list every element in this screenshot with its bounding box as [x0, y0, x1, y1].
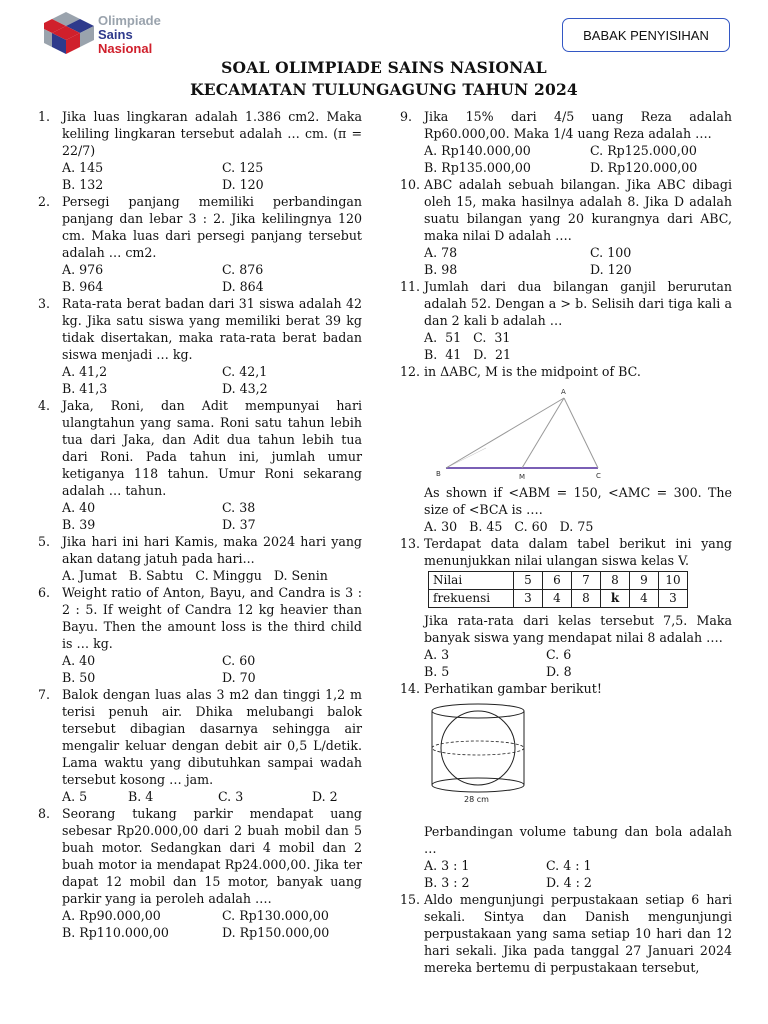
options: A. 30 B. 45 C. 60 D. 75: [424, 519, 594, 534]
options: [62, 159, 362, 193]
question-4: [38, 397, 362, 533]
question-15: [400, 891, 732, 976]
option-c: C. 876: [222, 262, 264, 277]
vertex-label-m: M: [519, 473, 526, 481]
option-a: A. 145: [62, 160, 104, 175]
question-text-2: Jika rata-rata dari kelas tersebut 7,5. Maka banyak siswa yang mendapat nilai 8 adalah ….: [424, 613, 732, 645]
question-text-2: Perbandingan volume tabung dan bola adalah …: [424, 824, 732, 856]
option-b: B. 50: [62, 670, 96, 685]
table-cell: 8: [572, 590, 601, 608]
question-12: [400, 363, 732, 535]
question-text: Jumlah dari dua bilangan ganjil berurutan adalah 52. Dengan a > b. Selisih dari tiga kali a dan 2 kali b adalah …: [424, 279, 732, 328]
babak-badge: BABAK PENYISIHAN: [562, 18, 730, 52]
option-a: A. 3 : 1: [424, 858, 470, 873]
options-line: B. 41 D. 21: [424, 347, 511, 362]
page-subtitle: KECAMATAN TULUNGAGUNG TAHUN 2024: [190, 80, 578, 99]
table-cell: 7: [572, 572, 601, 590]
option-d: D. 120: [222, 177, 264, 192]
question-text: Jika luas lingkaran adalah 1.386 cm2. Maka keliling lingkaran tersebut adalah … cm. (π = 22/7): [62, 109, 362, 158]
question-text: Seorang tukang parkir mendapat uang sebesar Rp20.000,00 dari 2 buah mobil dan 5 buah motor. Sedangkan dari 4 mobil dan 2 buah motor ia mendapat Rp24.000,00. Jika ter dapat 12 mobil dan 15 motor, banyak uang parkir yang ia peroleh adalah ….: [62, 806, 362, 906]
question-3: [38, 295, 362, 397]
left-column: [38, 108, 362, 941]
option-a: A. Rp90.000,00: [62, 908, 161, 923]
question-text: ABC adalah sebuah bilangan. Jika ABC dibagi oleh 15, maka hasilnya adalah 8. Jika D adalah suatu bilangan yang 20 kurangnya dari ABC, maka nilai D adalah ….: [424, 177, 732, 243]
option-c: C. 60: [222, 653, 256, 668]
options: [62, 261, 362, 295]
table-cell: 3: [514, 590, 543, 608]
question-number: 13.: [400, 536, 421, 551]
table-cell: 9: [630, 572, 659, 590]
question-10: [400, 176, 732, 278]
question-7: [38, 686, 362, 805]
cylinder-sphere-figure: [426, 701, 536, 805]
table-cell: 10: [659, 572, 688, 590]
question-text: Jika hari ini hari Kamis, maka 2024 hari yang akan datang jatuh pada hari...: [62, 534, 362, 566]
question-text: Balok dengan luas alas 3 m2 dan tinggi 1,2 m terisi penuh air. Dhika melubangi balok tersebut dibagian dasarnya sehingga air mengalir keluar dengan debit air 0,5 L/detik. Lama waktu yang dibutuhkan sampai wadah tersebut kosong … jam.: [62, 687, 362, 787]
question-number: 8.: [38, 806, 51, 821]
option-a: A. 40: [62, 653, 96, 668]
option-a: A. Rp140.000,00: [424, 143, 531, 158]
option-c: C. 42,1: [222, 364, 268, 379]
table-cell: 5: [514, 572, 543, 590]
table-header: Nilai: [429, 572, 514, 590]
options: [62, 907, 362, 941]
question-number: 10.: [400, 177, 421, 192]
option-a: A. 5: [62, 789, 88, 804]
question-text: Persegi panjang memiliki perbandingan panjang dan lebar 3 : 2. Jika kelilingnya 120 cm. Maka luas dari persegi panjang tersebut adalah … cm2.: [62, 194, 362, 260]
options: [424, 244, 732, 278]
table-header: frekuensi: [429, 590, 514, 608]
option-a: A. 3: [424, 647, 450, 662]
option-b: B. 964: [62, 279, 104, 294]
right-column: [400, 108, 732, 976]
question-number: 3.: [38, 296, 51, 311]
page-title: SOAL OLIMPIADE SAINS NASIONAL: [221, 58, 547, 77]
table-cell: 6: [543, 572, 572, 590]
score-table: [428, 571, 688, 608]
question-14: [400, 680, 732, 891]
option-c: C. 100: [590, 245, 632, 260]
question-9: [400, 108, 732, 176]
vertex-label-b: B: [436, 470, 441, 478]
options: [62, 363, 362, 397]
logo-text: [98, 14, 161, 56]
question-number: 15.: [400, 892, 421, 907]
option-c: C. 4 : 1: [546, 858, 592, 873]
question-number: 1.: [38, 109, 51, 124]
logo-line: Olimpiade: [98, 13, 161, 28]
option-b: B. Rp110.000,00: [62, 925, 169, 940]
question-text: Aldo mengunjungi perpustakaan setiap 6 hari sekali. Sintya dan Danish mengunjungi perpustakaan yang sama setiap 10 hari dan 12 hari sekali. Jika pada tanggal 27 Januari 2024 mereka bertemu di perpustakaan tersebut,: [424, 892, 732, 975]
triangle-figure: [428, 386, 628, 482]
logo-line: Sains: [98, 27, 133, 42]
table-cell: 4: [630, 590, 659, 608]
question-text-2: As shown if <ABM = 150, <AMC = 300. The size of <BCA is ….: [424, 485, 732, 517]
question-6: [38, 584, 362, 686]
options: [424, 857, 732, 891]
option-c: C. 125: [222, 160, 264, 175]
table-cell: 4: [543, 590, 572, 608]
option-d: D. 8: [546, 664, 572, 679]
question-number: 12.: [400, 364, 421, 379]
options: [62, 652, 362, 686]
question-number: 11.: [400, 279, 421, 294]
question-text: Rata-rata berat badan dari 31 siswa adalah 42 kg. Jika satu siswa yang memiliki berat 39 kg tidak disertakan, maka rata-rata berat badan siswa menjadi … kg.: [62, 296, 362, 362]
question-text: Perhatikan gambar berikut!: [424, 681, 602, 696]
option-b: B. 5: [424, 664, 450, 679]
question-8: [38, 805, 362, 941]
option-b: B. 4: [128, 789, 154, 804]
option-b: B. 41,3: [62, 381, 108, 396]
option-c: C. 38: [222, 500, 256, 515]
question-number: 9.: [400, 109, 413, 124]
option-d: D. 43,2: [222, 381, 268, 396]
options: [424, 142, 732, 176]
options: [424, 646, 732, 680]
dimension-label: 28 cm: [464, 795, 489, 804]
option-d: D. 37: [222, 517, 256, 532]
option-a: A. 976: [62, 262, 104, 277]
option-c: C. Rp130.000,00: [222, 908, 329, 923]
question-text: Jaka, Roni, dan Adit mempunyai hari ulangtahun yang sama. Roni satu tahun lebih tua dari Jaka, dan Adit dua tahun lebih tua dari Roni. Pada tahun ini, jumlah umur ketiganya 118 tahun. Umur Roni sekarang adalah … tahun.: [62, 398, 362, 498]
question-number: 6.: [38, 585, 51, 600]
table-cell: 3: [659, 590, 688, 608]
option-a: A. 40: [62, 500, 96, 515]
question-text: in ΔABC, M is the midpoint of BC.: [424, 364, 641, 379]
option-d: D. 864: [222, 279, 264, 294]
logo-cube-icon: [44, 10, 100, 60]
vertex-label-c: C: [596, 472, 601, 480]
question-text: Jika 15% dari 4/5 uang Reza adalah Rp60.000,00. Maka 1/4 uang Reza adalah ….: [424, 109, 732, 141]
question-1: [38, 108, 362, 193]
question-number: 2.: [38, 194, 51, 209]
question-number: 4.: [38, 398, 51, 413]
options: A. Jumat B. Sabtu C. Minggu D. Senin: [62, 568, 328, 583]
option-b: B. 132: [62, 177, 104, 192]
table-row: [429, 572, 688, 590]
option-a: A. 78: [424, 245, 458, 260]
option-b: B. 98: [424, 262, 458, 277]
table-cell: k: [601, 590, 630, 608]
options: [62, 499, 362, 533]
option-c: C. 3: [218, 789, 244, 804]
option-d: D. 2: [312, 789, 338, 804]
option-c: C. Rp125.000,00: [590, 143, 697, 158]
option-d: D. Rp150.000,00: [222, 925, 330, 940]
option-b: B. 3 : 2: [424, 875, 470, 890]
option-c: C. 6: [546, 647, 572, 662]
option-d: D. 4 : 2: [546, 875, 592, 890]
option-b: B. Rp135.000,00: [424, 160, 531, 175]
question-5: [38, 533, 362, 584]
question-number: 5.: [38, 534, 51, 549]
question-13: [400, 535, 732, 680]
option-d: D. 70: [222, 670, 256, 685]
option-b: B. 39: [62, 517, 96, 532]
options-line: A. 51 C. 31: [424, 330, 511, 345]
question-11: [400, 278, 732, 363]
table-cell: 8: [601, 572, 630, 590]
question-number: 7.: [38, 687, 51, 702]
table-row: [429, 590, 688, 608]
logo-line: Nasional: [98, 41, 153, 56]
option-d: D. Rp120.000,00: [590, 160, 698, 175]
question-text: Weight ratio of Anton, Bayu, and Candra is 3 : 2 : 5. If weight of Candra 12 kg heavier than Bayu. Then the amount loss is the third child is … kg.: [62, 585, 362, 651]
vertex-label-a: A: [561, 388, 566, 396]
option-d: D. 120: [590, 262, 632, 277]
options: [62, 788, 362, 805]
question-2: [38, 193, 362, 295]
question-text: Terdapat data dalam tabel berikut ini yang menunjukkan nilai ulangan siswa kelas V.: [424, 536, 732, 568]
question-number: 14.: [400, 681, 421, 696]
option-a: A. 41,2: [62, 364, 108, 379]
